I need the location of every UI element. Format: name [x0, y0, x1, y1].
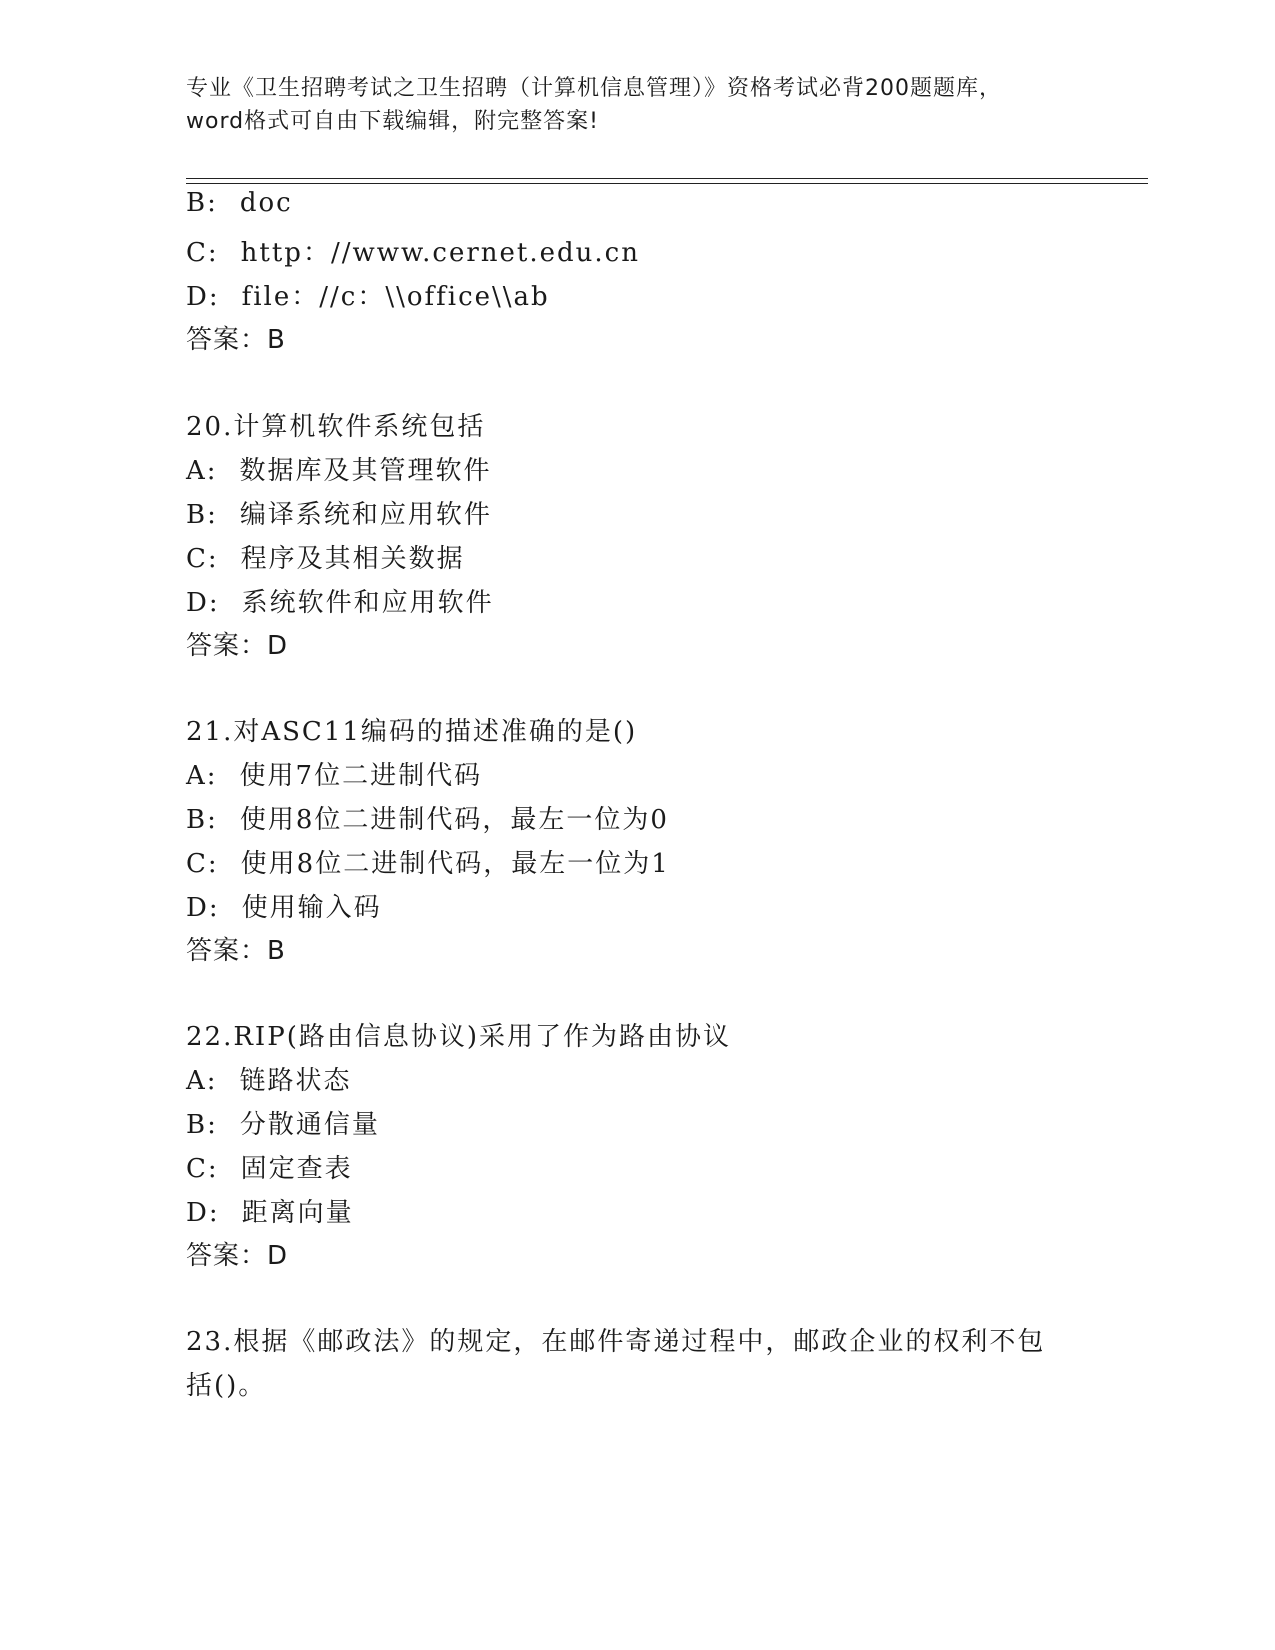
option-text: file：//c：\\office\\ab: [241, 282, 550, 312]
option-d: [186, 1192, 354, 1229]
document-header: [186, 72, 1086, 138]
option-text: 使用输入码: [241, 893, 382, 923]
option-key: C:: [186, 238, 219, 268]
option-a: [186, 450, 492, 487]
option-key: D:: [186, 893, 220, 923]
answer-line: 答案：B: [186, 936, 286, 966]
option-text: 编译系统和应用软件: [239, 500, 492, 530]
answer-line: 答案：B: [186, 325, 286, 355]
option-key: C:: [186, 1154, 219, 1184]
option-b: [186, 494, 492, 531]
option-b: [186, 1104, 380, 1141]
option-text: 距离向量: [241, 1198, 354, 1228]
header-line-1: 专业《卫生招聘考试之卫生招聘（计算机信息管理）》资格考试必背200题题库，: [186, 76, 1002, 101]
option-key: A:: [186, 761, 218, 791]
option-text: 固定查表: [240, 1154, 353, 1184]
option-key: B:: [186, 188, 218, 218]
option-text: http：//www.cernet.edu.cn: [240, 238, 640, 268]
question-stem: 22.RIP(路由信息协议)采用了作为路由协议: [186, 1022, 731, 1052]
option-b: [186, 799, 669, 836]
option-text: 链路状态: [239, 1066, 352, 1096]
header-divider-bottom: [186, 183, 1148, 184]
header-divider-top: [186, 178, 1148, 179]
option-c: [186, 538, 465, 575]
option-key: C:: [186, 849, 219, 879]
option-text: 使用8位二进制代码，最左一位为0: [239, 805, 669, 835]
option-text: 使用8位二进制代码，最左一位为1: [240, 849, 670, 879]
option-key: C:: [186, 544, 219, 574]
option-key: D:: [186, 282, 220, 312]
option-text: 分散通信量: [239, 1110, 380, 1140]
option-key: A:: [186, 456, 218, 486]
option-key: A:: [186, 1066, 218, 1096]
option-c: [186, 1148, 353, 1185]
answer-line: 答案：D: [186, 1241, 289, 1271]
option-c: [186, 232, 640, 269]
question-stem: 23.根据《邮政法》的规定，在邮件寄递过程中，邮政企业的权利不包: [186, 1327, 1046, 1357]
option-c: [186, 843, 670, 880]
option-key: D:: [186, 588, 220, 618]
option-text: 使用7位二进制代码: [239, 761, 483, 791]
option-key: D:: [186, 1198, 220, 1228]
option-text: 数据库及其管理软件: [239, 456, 492, 486]
option-a: [186, 755, 482, 792]
option-key: B:: [186, 500, 218, 530]
question-stem-continued: 括()。: [186, 1371, 267, 1401]
option-key: B:: [186, 805, 218, 835]
answer-line: 答案：D: [186, 631, 289, 661]
option-b: [186, 188, 293, 218]
option-d: [186, 887, 382, 924]
question-stem: 21.对ASC11编码的描述准确的是(): [186, 717, 638, 747]
option-d: [186, 276, 550, 313]
option-d: [186, 582, 494, 619]
option-a: [186, 1060, 352, 1097]
option-key: B:: [186, 1110, 218, 1140]
question-stem: 20.计算机软件系统包括: [186, 412, 486, 442]
option-text: 系统软件和应用软件: [241, 588, 494, 618]
header-line-2: word格式可自由下载编辑，附完整答案!: [186, 109, 599, 134]
option-text: 程序及其相关数据: [240, 544, 465, 574]
option-text: doc: [239, 188, 293, 218]
